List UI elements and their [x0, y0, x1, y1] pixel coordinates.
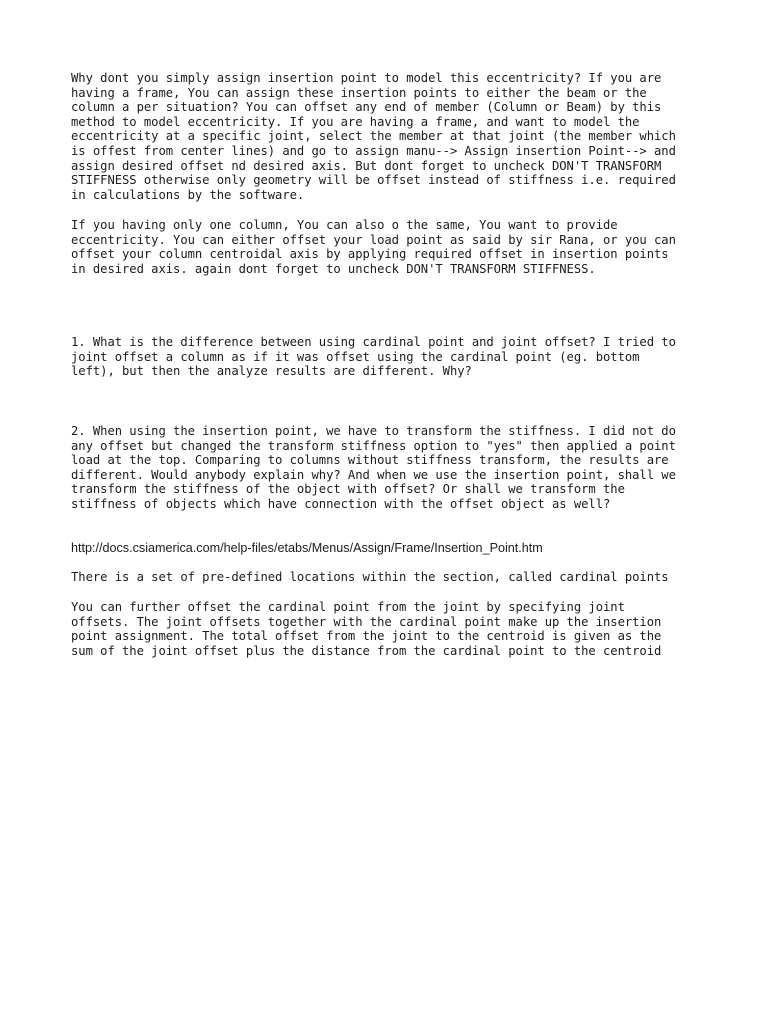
cardinal-points-paragraph: There is a set of pre-defined locations within the section, called cardinal points [71, 570, 669, 584]
question-paragraph-2: 2. When using the insertion point, we have to transform the stiffness. I did not do any offset but changed the transform stiffness option to "yes" then applied a point load at the top. Comparing to columns without stiffness transform, the results are different. Would anybody explain why? And when we use the insertion point, shall we transform the stiffness of the object with offset? Or shall we transform the stiffness of objects which have connection with the offset object as well? [71, 424, 676, 511]
answer-paragraph-single-column: If you having only one column, You can also o the same, You want to provide eccentricity. You can either offset your load point as said by sir Rana, or you can offset your column centroidal axis by applying required offset in insertion points in desired axis. again dont forget to uncheck DON'T TRANSFORM STIFFNESS. [71, 218, 676, 276]
reference-url: http://docs.csiamerica.com/help-files/etabs/Menus/Assign/Frame/Insertion_Point.htm [71, 541, 543, 555]
question-paragraph-1: 1. What is the difference between using cardinal point and joint offset? I tried to joint offset a column as if it was offset using the cardinal point (eg. bottom left), but then the analyze results are different. Why? [71, 335, 676, 379]
joint-offset-paragraph: You can further offset the cardinal point from the joint by specifying joint offsets. The joint offsets together with the cardinal point make up the insertion point assignment. The total offset from the joint to the centroid is given as the sum of the joint offset plus the distance from the cardinal point to the centroid [71, 600, 662, 658]
answer-paragraph-insertion-point: Why dont you simply assign insertion point to model this eccentricity? If you are having a frame, You can assign these insertion points to either the beam or the column a per situation? You can offset any end of member (Column or Beam) by this method to model eccentricity. If you are having a frame, and want to model the eccentricity at a specific joint, select the member at that joint (the member which is offest from center lines) and go to assign manu--> Assign insertion Point--> and assign desired offset nd desired axis. But dont forget to uncheck DON'T TRANSFORM STIFFNESS otherwise only geometry will be offset instead of stiffness i.e. required in calculations by the software. [71, 71, 676, 202]
